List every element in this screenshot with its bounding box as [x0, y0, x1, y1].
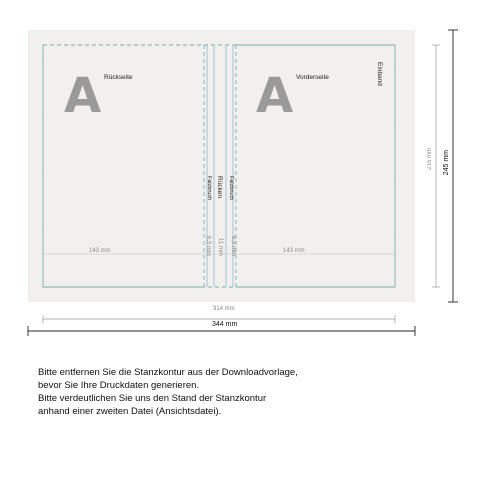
- total-width-label: 344 mm: [212, 321, 238, 328]
- spine-width-label: 11 mm: [217, 238, 223, 256]
- instruction-line-2: bevor Sie Ihre Druckdaten generieren.: [38, 380, 200, 391]
- back-width-label: 143 mm: [89, 248, 111, 254]
- back-letter: A: [64, 68, 102, 124]
- instruction-line-1: Bitte entfernen Sie die Stanzkontur aus der Downloadvorlage,: [38, 367, 298, 378]
- front-side-label: Einband: [376, 62, 383, 86]
- instruction-line-3: Bitte verdeutlichen Sie uns den Stand der Stanzkontur: [38, 393, 267, 404]
- fold-left-width-label: 6,5 mm: [205, 236, 211, 257]
- fold-right-label: Falzbruch: [228, 176, 234, 201]
- instruction-line-4: anhand einer zweiten Datei (Ansichtsdatei).: [38, 406, 222, 417]
- front-label: Vorderseite: [296, 74, 329, 81]
- front-letter: A: [256, 68, 294, 124]
- front-width-label: 143 mm: [283, 248, 305, 254]
- total-height-label: 245 mm: [443, 150, 450, 176]
- spine-label: Rücken: [216, 176, 223, 199]
- fold-right-width-label: 6,5 mm: [230, 236, 236, 257]
- back-label: Rückseite: [104, 74, 133, 81]
- trim-width-label: 314 mm: [213, 306, 235, 312]
- fold-left-label: Falzbruch: [206, 176, 212, 201]
- trim-height-label: 215 mm: [427, 148, 433, 170]
- instruction-text: [38, 366, 298, 418]
